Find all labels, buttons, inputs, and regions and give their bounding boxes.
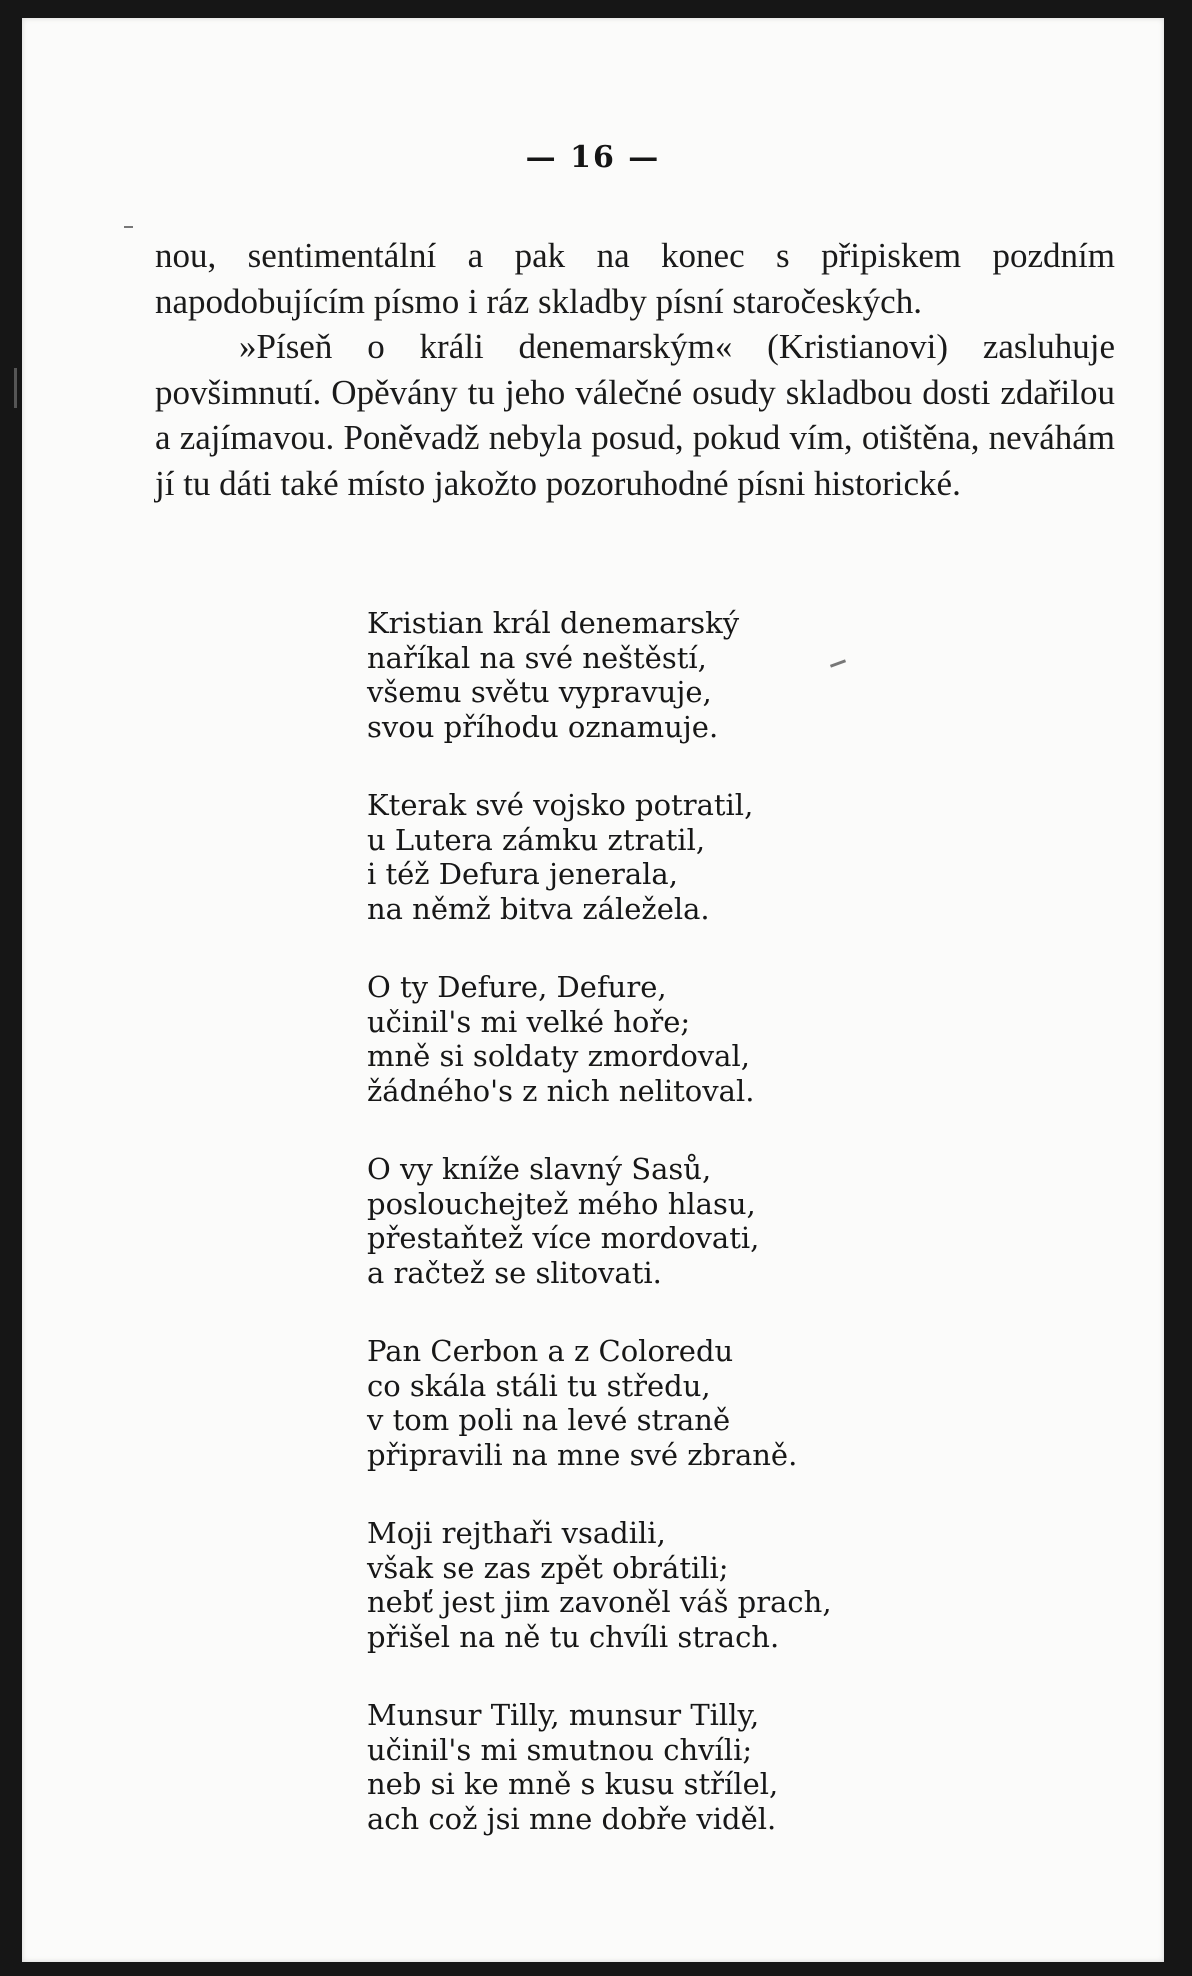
poem-line: Moji rejthaři vsadili,	[367, 1516, 666, 1550]
paragraph-2: »Píseň o králi denemarským« (Kristianovi) zasluhuje povšimnutí. Opěvány tu jeho válečné osudy skladbou dosti zdařilou a zajímavou. Poněvadž nebyla posud, pokud vím, otištěna, neváhám jí tu dáti také místo jakožto pozoruhodné písni historické.	[155, 327, 1115, 503]
poem-line: u Lutera zámku ztratil,	[367, 822, 706, 857]
poem-line: svou příhodu oznamuje.	[367, 709, 719, 744]
stanza	[367, 1698, 987, 1836]
poem-line: O vy kníže slavný Sasů,	[367, 1152, 712, 1186]
poem-line: přestaňtež více mordovati,	[367, 1221, 760, 1255]
poem-line: přišel na ně tu chvíli strach.	[367, 1619, 780, 1654]
stanza	[367, 1516, 987, 1654]
poem-line: učinil's mi smutnou chvíli;	[367, 1732, 753, 1767]
poem-line: Munsur Tilly, munsur Tilly,	[367, 1698, 760, 1732]
poem-line: i též Defura jenerala,	[367, 857, 678, 891]
stanza	[367, 788, 987, 926]
poem-line: všemu světu vypravuje,	[367, 675, 712, 709]
poem-line: neb si ke mně s kusu střílel,	[367, 1767, 779, 1801]
poem-line: nebť jest jim zavoněl váš prach,	[367, 1585, 832, 1619]
stanza	[367, 606, 987, 744]
poem-line: připravili na mne své zbraně.	[367, 1437, 798, 1472]
scan-speck	[124, 226, 133, 228]
book-page	[22, 18, 1164, 1962]
poem-line: Pan Cerbon a z Coloredu	[367, 1334, 734, 1368]
poem	[367, 606, 987, 1836]
poem-line: ach což jsi mne dobře viděl.	[367, 1801, 777, 1836]
page-number: — 16 —	[525, 140, 661, 175]
stanza	[367, 970, 987, 1108]
poem-line: žádného's z nich nelitoval.	[367, 1073, 755, 1108]
stanza	[367, 1334, 987, 1472]
poem-line: Kristian král denemarský	[367, 606, 740, 640]
poem-line: naříkal na své neštěstí,	[367, 640, 707, 675]
poem-line: O ty Defure, Defure,	[367, 970, 667, 1004]
poem-line: poslouchejtež mého hlasu,	[367, 1186, 756, 1221]
prose-text	[155, 233, 1115, 506]
poem-line: co skála stáli tu středu,	[367, 1368, 711, 1403]
scan-speck	[14, 368, 17, 408]
poem-line: učinil's mi velké hoře;	[367, 1004, 691, 1039]
stanza	[367, 1152, 987, 1290]
poem-line: Kterak své vojsko potratil,	[367, 788, 754, 822]
poem-line: však se zas zpět obrátili;	[367, 1550, 729, 1585]
poem-line: mně si soldaty zmordoval,	[367, 1039, 750, 1073]
poem-line: na němž bitva záležela.	[367, 891, 710, 926]
poem-line: v tom poli na levé straně	[367, 1403, 731, 1437]
poem-line: a račtež se slitovati.	[367, 1255, 662, 1290]
paragraph-1: nou, sentimentální a pak na konec s připiskem pozdním napodobujícím písmo i ráz skladby písní staročeských.	[155, 236, 1115, 321]
